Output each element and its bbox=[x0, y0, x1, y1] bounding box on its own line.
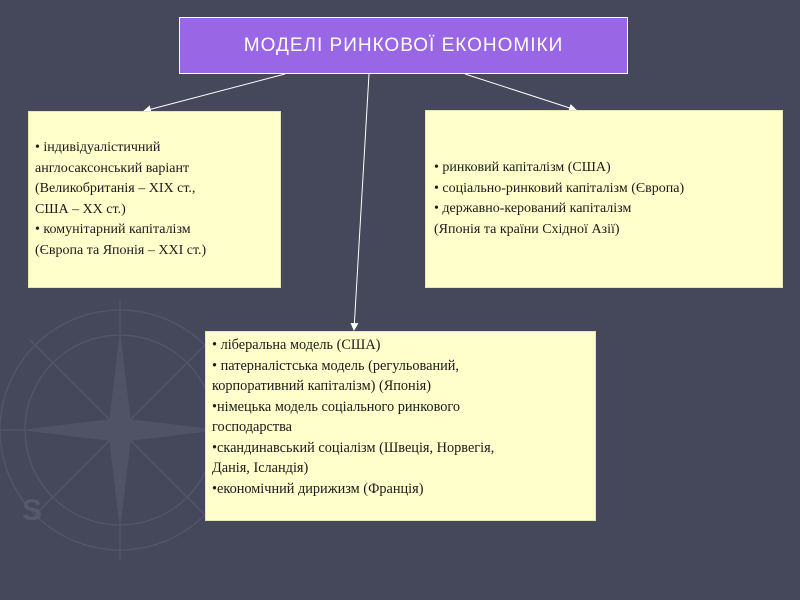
model-line: •німецька модель соціального ринкового bbox=[212, 398, 461, 415]
model-line: корпоративний капіталізм) (Японія) bbox=[212, 378, 432, 394]
individualist-model-box bbox=[28, 111, 281, 288]
model-line: • ринковий капіталізм (США) bbox=[434, 160, 611, 175]
title-box bbox=[179, 17, 628, 74]
model-line: (Японія та країни Східної Азії) bbox=[434, 221, 620, 237]
capitalism-types-box bbox=[425, 110, 783, 288]
model-line: •економічний дирижизм (Франція) bbox=[212, 480, 424, 497]
model-line: США – ХХ ст.) bbox=[35, 201, 126, 217]
model-line: • соціально-ринковий капіталізм (Європа) bbox=[434, 180, 685, 196]
model-line: •скандинавський соціалізм (Швеція, Норвегія, bbox=[212, 439, 495, 456]
arrow-to-bottom-box bbox=[354, 74, 369, 330]
model-line: • комунітарний капіталізм bbox=[35, 222, 191, 237]
national-models-box bbox=[205, 331, 596, 521]
arrow-to-left-box bbox=[144, 74, 285, 111]
model-line: • державно-керований капіталізм bbox=[434, 201, 632, 216]
model-line: • індивідуалістичний bbox=[35, 140, 161, 155]
arrow-to-right-box bbox=[465, 74, 576, 110]
model-line: • патерналістська модель (регульований, bbox=[212, 357, 459, 374]
svg-text:S: S bbox=[22, 494, 43, 527]
model-line: (Великобританія – ХІХ ст., bbox=[35, 181, 196, 196]
model-line: (Європа та Японія – ХХІ ст.) bbox=[35, 242, 207, 258]
model-line: господарства bbox=[212, 419, 293, 435]
diagram-title: МОДЕЛІ РИНКОВОЇ ЕКОНОМІКИ bbox=[243, 34, 564, 56]
model-line: Данія, Ісландія) bbox=[212, 460, 309, 476]
model-line: англосаксонський варіант bbox=[35, 160, 190, 176]
model-line: • ліберальна модель (США) bbox=[212, 337, 381, 353]
